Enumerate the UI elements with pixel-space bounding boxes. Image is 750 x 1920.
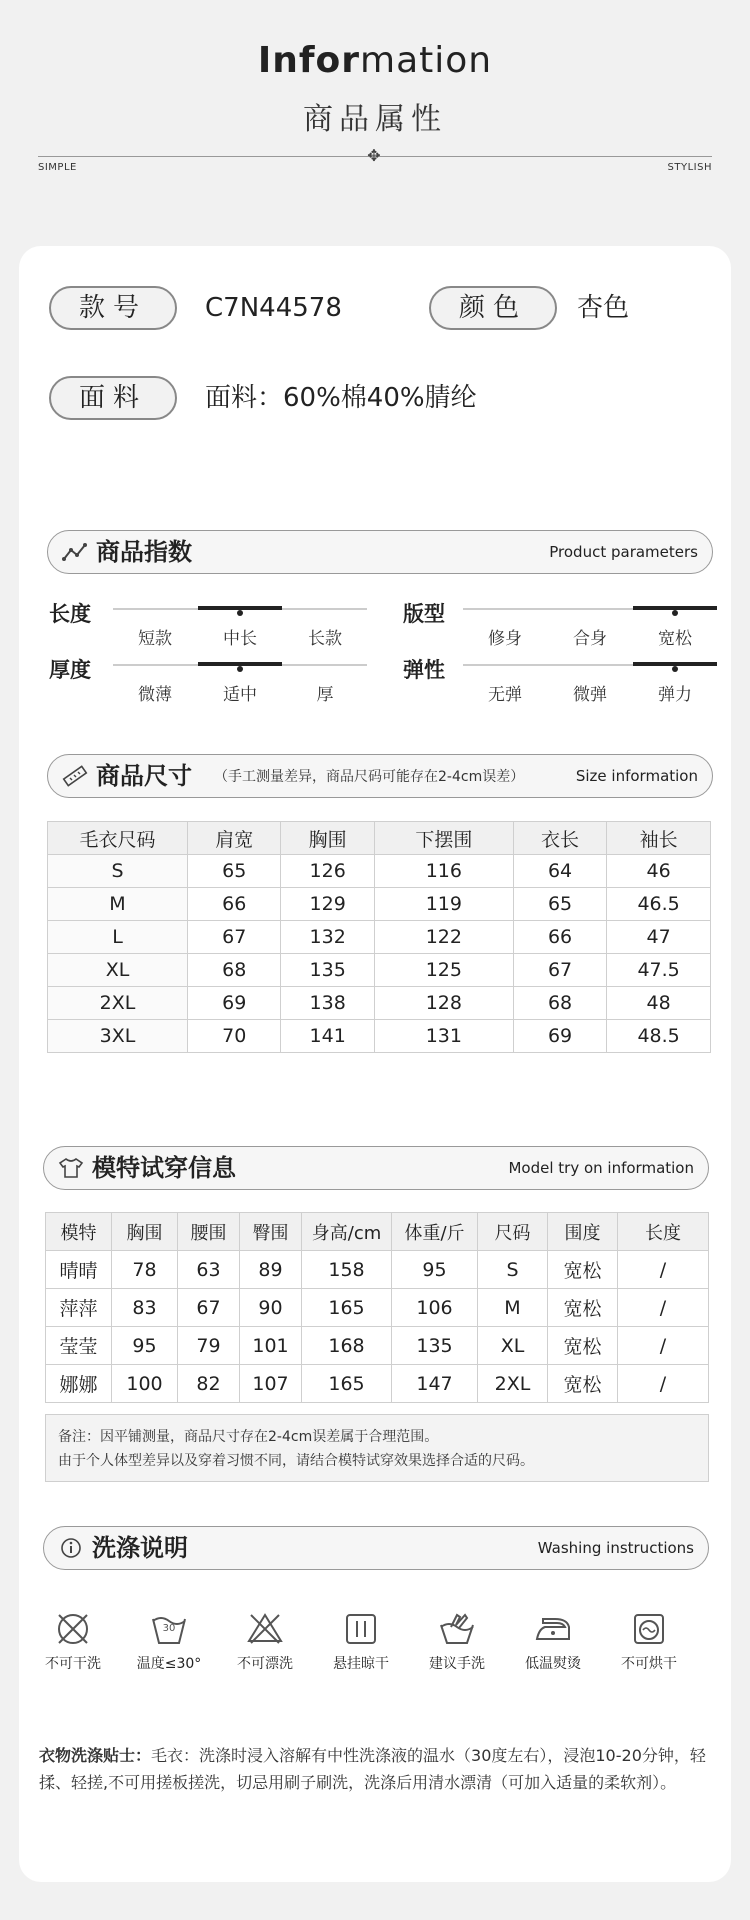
table-header-row [48, 822, 711, 855]
table-cell: 132 [281, 921, 374, 954]
table-cell: 69 [513, 1020, 606, 1053]
section-title: 洗涤说明 [92, 1534, 188, 1562]
crosshair-icon: ✥ [367, 146, 381, 165]
table-cell: 141 [281, 1020, 374, 1053]
wash-label: 不可漂洗 [237, 1656, 293, 1672]
wash-item [129, 1609, 209, 1673]
wash-item [225, 1609, 305, 1673]
table-cell: 63 [178, 1251, 240, 1289]
table-header-cell: 身高/cm [302, 1213, 392, 1251]
index-scale-thickness [113, 656, 367, 706]
hand-wash-icon [417, 1609, 497, 1649]
washing-tips [39, 1742, 721, 1796]
section-title: 商品尺寸 [96, 762, 192, 790]
color-label: 颜色 [429, 286, 557, 330]
table-cell: 67 [178, 1289, 240, 1327]
size-table [47, 821, 711, 1053]
hang-dry-icon [321, 1609, 401, 1649]
table-cell: 宽松 [548, 1251, 618, 1289]
table-cell: 46.5 [607, 888, 711, 921]
table-header-cell: 体重/斤 [392, 1213, 478, 1251]
index-option: 中长 [223, 629, 257, 649]
table-header-cell: 肩宽 [188, 822, 281, 855]
table-row [46, 1251, 709, 1289]
table-cell: 70 [188, 1020, 281, 1053]
table-row [48, 855, 711, 888]
table-cell: 2XL [48, 987, 188, 1020]
table-cell: 100 [112, 1365, 178, 1403]
table-header-cell: 胸围 [281, 822, 374, 855]
wash-item [321, 1609, 401, 1673]
table-cell: 158 [302, 1251, 392, 1289]
table-cell: 莹莹 [46, 1327, 112, 1365]
table-cell: 2XL [478, 1365, 548, 1403]
table-header-cell: 衣长 [513, 822, 606, 855]
section-subtitle: （手工测量差异，商品尺码可能存在2-4cm误差） [214, 769, 525, 785]
table-cell: 101 [240, 1327, 302, 1365]
table-cell: 65 [188, 855, 281, 888]
section-model-information [43, 1146, 709, 1190]
index-option: 微薄 [138, 685, 172, 705]
table-cell: 67 [513, 954, 606, 987]
info-icon [58, 1537, 84, 1559]
index-option: 无弹 [488, 685, 522, 705]
table-header-cell: 毛衣尺码 [48, 822, 188, 855]
table-cell: 67 [188, 921, 281, 954]
table-header-cell: 袖长 [607, 822, 711, 855]
index-option: 宽松 [658, 629, 692, 649]
wash-label: 不可干洗 [45, 1656, 101, 1672]
color-value: 杏色 [577, 293, 630, 323]
table-cell: 83 [112, 1289, 178, 1327]
header-left-tag: SIMPLE [38, 162, 77, 173]
table-cell: 宽松 [548, 1365, 618, 1403]
page-header [0, 0, 750, 240]
table-cell: 82 [178, 1365, 240, 1403]
table-cell: 47 [607, 921, 711, 954]
wash-temp-number: 30 [162, 1623, 176, 1634]
table-cell: 147 [392, 1365, 478, 1403]
table-cell: 107 [240, 1365, 302, 1403]
wash-label: 悬挂晾干 [333, 1656, 389, 1672]
index-label-thickness: 厚度 [49, 658, 91, 682]
table-cell: 46 [607, 855, 711, 888]
index-option: 适中 [223, 685, 257, 705]
table-row [48, 888, 711, 921]
table-cell: 138 [281, 987, 374, 1020]
table-header-cell: 围度 [548, 1213, 618, 1251]
table-cell: 47.5 [607, 954, 711, 987]
table-row [48, 954, 711, 987]
wash-item [33, 1609, 113, 1673]
table-cell: 64 [513, 855, 606, 888]
table-row [48, 1020, 711, 1053]
section-title-en: Product parameters [549, 543, 698, 561]
index-scale-elasticity [463, 656, 717, 706]
table-cell: 135 [392, 1327, 478, 1365]
table-cell: 65 [513, 888, 606, 921]
trend-icon [62, 541, 88, 563]
index-scale-fit [463, 600, 717, 650]
section-size-information [47, 754, 713, 798]
table-cell: 79 [178, 1327, 240, 1365]
table-cell: 宽松 [548, 1289, 618, 1327]
index-label-length: 长度 [49, 602, 91, 626]
no-bleach-icon [225, 1609, 305, 1649]
table-cell: 3XL [48, 1020, 188, 1053]
index-option: 短款 [138, 629, 172, 649]
table-header-cell: 模特 [46, 1213, 112, 1251]
style-no-label: 款号 [49, 286, 177, 330]
index-option: 微弹 [573, 685, 607, 705]
header-right-tag: STYLISH [667, 162, 712, 173]
section-product-parameters [47, 530, 713, 574]
table-header-cell: 臀围 [240, 1213, 302, 1251]
table-cell: 萍萍 [46, 1289, 112, 1327]
table-cell: 128 [374, 987, 513, 1020]
index-option: 修身 [488, 629, 522, 649]
size-note [45, 1414, 709, 1482]
table-cell: 宽松 [548, 1327, 618, 1365]
tips-text: 毛衣：洗涤时浸入溶解有中性洗涤液的温水（30度左右），浸泡10-20分钟，轻揉、轻搓,不可用搓板搓洗，切忌用刷子刷洗，洗涤后用清水漂清（可加入适量的柔软剂）。 [39, 1746, 706, 1792]
table-cell: M [478, 1289, 548, 1327]
table-header-cell: 长度 [618, 1213, 709, 1251]
table-cell: 66 [513, 921, 606, 954]
table-cell: 78 [112, 1251, 178, 1289]
table-cell: 68 [188, 954, 281, 987]
table-cell: XL [478, 1327, 548, 1365]
section-washing-instructions [43, 1526, 709, 1570]
wash-item [609, 1609, 689, 1673]
table-cell: 90 [240, 1289, 302, 1327]
note-line: 由于个人体型差异以及穿着习惯不同，请结合模特试穿效果选择合适的尺码。 [58, 1453, 534, 1469]
table-cell: 69 [188, 987, 281, 1020]
table-header-cell: 尺码 [478, 1213, 548, 1251]
table-row [46, 1327, 709, 1365]
table-row [48, 987, 711, 1020]
table-cell: / [618, 1289, 709, 1327]
table-cell: / [618, 1365, 709, 1403]
table-cell: 135 [281, 954, 374, 987]
index-scale-length [113, 600, 367, 650]
table-cell: 95 [392, 1251, 478, 1289]
table-row [46, 1365, 709, 1403]
no-tumble-dry-icon [609, 1609, 689, 1649]
section-title: 商品指数 [96, 538, 192, 566]
table-cell: M [48, 888, 188, 921]
table-cell: 125 [374, 954, 513, 987]
fabric-value: 面料：60%棉40%腈纶 [205, 383, 477, 413]
style-no-value: C7N44578 [205, 293, 342, 323]
table-cell: 晴晴 [46, 1251, 112, 1289]
table-cell: 48.5 [607, 1020, 711, 1053]
low-iron-icon [513, 1609, 593, 1649]
table-cell: 66 [188, 888, 281, 921]
wash-label: 温度≤30° [136, 1656, 202, 1672]
table-cell: XL [48, 954, 188, 987]
section-title-en: Washing instructions [537, 1539, 694, 1557]
index-label-elasticity: 弹性 [403, 658, 445, 682]
table-cell: 168 [302, 1327, 392, 1365]
table-cell: 48 [607, 987, 711, 1020]
tshirt-icon [58, 1157, 84, 1179]
index-option: 合身 [573, 629, 607, 649]
wash-label: 建议手洗 [429, 1656, 485, 1672]
table-cell: 165 [302, 1365, 392, 1403]
tips-label: 衣物洗涤贴士： [39, 1746, 152, 1765]
table-row [48, 921, 711, 954]
table-cell: 娜娜 [46, 1365, 112, 1403]
wash-label: 低温熨烫 [525, 1656, 581, 1672]
index-option: 长款 [308, 629, 342, 649]
index-option: 弹力 [658, 685, 692, 705]
section-title: 模特试穿信息 [92, 1154, 236, 1182]
table-cell: 68 [513, 987, 606, 1020]
no-dry-clean-icon [33, 1609, 113, 1649]
table-cell: S [478, 1251, 548, 1289]
table-header-cell: 腰围 [178, 1213, 240, 1251]
table-cell: L [48, 921, 188, 954]
ruler-icon [62, 765, 88, 787]
table-header-cell: 胸围 [112, 1213, 178, 1251]
wash-item [513, 1609, 593, 1673]
wash-item [417, 1609, 497, 1673]
table-row [46, 1289, 709, 1327]
wash-temp-icon [129, 1609, 209, 1649]
table-cell: 131 [374, 1020, 513, 1053]
section-title-en: Model try on information [508, 1159, 694, 1177]
table-cell: 119 [374, 888, 513, 921]
table-cell: 95 [112, 1327, 178, 1365]
table-cell: / [618, 1327, 709, 1365]
index-option: 厚 [316, 685, 334, 705]
table-cell: 89 [240, 1251, 302, 1289]
table-cell: 129 [281, 888, 374, 921]
wash-label: 不可烘干 [621, 1656, 677, 1672]
table-cell: 122 [374, 921, 513, 954]
fabric-label: 面料 [49, 376, 177, 420]
note-line: 备注：因平铺测量，商品尺寸存在2-4cm误差属于合理范围。 [58, 1429, 439, 1445]
table-cell: 165 [302, 1289, 392, 1327]
index-label-fit: 版型 [403, 602, 445, 626]
table-cell: 116 [374, 855, 513, 888]
header-title-en: Information [257, 40, 493, 81]
content-card [19, 246, 731, 1882]
model-table [45, 1212, 709, 1403]
table-cell: 126 [281, 855, 374, 888]
table-header-row [46, 1213, 709, 1251]
table-cell: S [48, 855, 188, 888]
table-header-cell: 下摆围 [374, 822, 513, 855]
table-cell: / [618, 1251, 709, 1289]
table-cell: 106 [392, 1289, 478, 1327]
section-title-en: Size information [575, 767, 698, 785]
header-title-zh: 商品属性 [303, 102, 447, 137]
